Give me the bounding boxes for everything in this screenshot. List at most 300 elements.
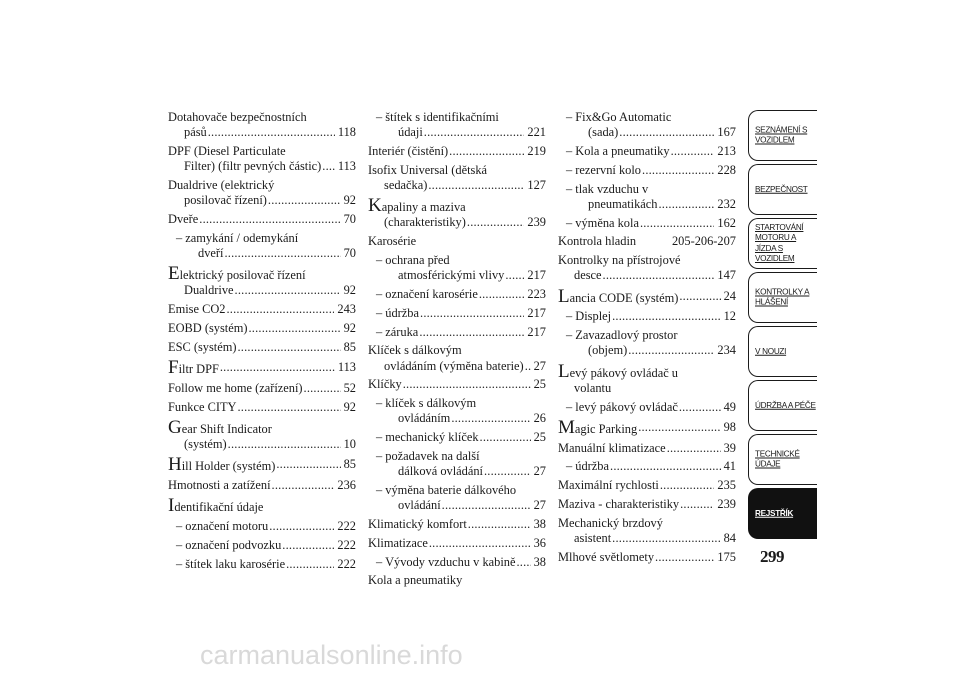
index-entry-term: – označení karosérie [376, 287, 478, 301]
index-entry [368, 163, 546, 193]
index-entry-line [168, 538, 356, 553]
index-entry-line [558, 163, 736, 178]
leader-dots [654, 550, 714, 565]
index-entry-term: Klíčky [368, 377, 402, 392]
index-entry-line [168, 193, 356, 208]
index-entry-term: – Fix&Go Automatic [566, 110, 672, 124]
index-entry-line [368, 253, 546, 268]
leader-dots [658, 197, 715, 212]
index-entry-term: – výměna baterie dálkového [376, 482, 517, 497]
page-ref: 219 [527, 144, 546, 158]
index-entry-term: ovládáním (výměna baterie) [384, 358, 524, 373]
page-ref: 127 [527, 178, 546, 192]
index-entry [558, 441, 736, 456]
index-entry [168, 302, 356, 317]
page-ref: 24 [723, 288, 736, 303]
index-entry [368, 110, 546, 140]
index-entry-text: apaliny a maziva [381, 200, 466, 215]
index-entry-line [558, 216, 736, 231]
index-entry-line [558, 234, 736, 249]
index-entry-term [168, 360, 219, 377]
leader-dots [419, 306, 524, 321]
index-entry-text: dentifikační údaje [174, 500, 264, 515]
leader-dots [268, 519, 334, 534]
index-entry [368, 253, 546, 283]
index-entry-line [558, 516, 736, 531]
index-entry-line [368, 359, 546, 374]
index-entry-line [368, 517, 546, 532]
index-letter: L [558, 363, 570, 381]
index-entry-line [368, 430, 546, 445]
chapter-tab[interactable] [748, 380, 817, 431]
page-ref: 27 [533, 498, 546, 513]
index-entry [168, 478, 356, 493]
leader-dots [467, 517, 531, 532]
page-ref: 52 [343, 380, 356, 395]
page-ref: 222 [337, 519, 356, 533]
leader-dots [483, 464, 531, 479]
page-ref: 222 [337, 537, 356, 552]
leader-dots [627, 343, 714, 358]
index-entry-line [368, 464, 546, 479]
index-entry-line [168, 178, 356, 193]
index-entry-term: – údržba [376, 305, 420, 320]
index-entry-term: – mechanický klíček [376, 430, 479, 445]
chapter-tab-label: TECHNICKÉ ÚDAJE [755, 449, 800, 469]
index-entry-term: – štítek s identifikačními [376, 110, 499, 124]
leader-dots [427, 178, 524, 193]
index-entry-line [368, 343, 546, 358]
leader-dots [225, 302, 334, 317]
chapter-tab[interactable] [748, 272, 817, 323]
leader-dots [281, 538, 334, 553]
index-entry-term: (charakteristiky) [384, 215, 466, 230]
index-entry-line [368, 536, 546, 551]
index-entry-term [168, 420, 272, 437]
leader-dots [303, 381, 341, 396]
page-ref: 243 [337, 302, 356, 317]
page-ref: 236 [337, 478, 356, 492]
index-entry-line [168, 283, 356, 298]
index-entry-term: Isofix Universal (dětská [368, 162, 488, 177]
index-entry-term: Mlhové světlomety [558, 549, 655, 564]
leader-dots [248, 321, 341, 336]
index-entry [168, 381, 356, 396]
page-ref: 26 [533, 411, 546, 426]
index-entry-line [368, 125, 546, 140]
index-entry-term: Maziva - charakteristiky [558, 496, 680, 511]
page-ref: 70 [343, 246, 356, 260]
index-entry-line [368, 234, 546, 249]
leader-dots [659, 478, 715, 493]
leader-dots [678, 289, 720, 306]
chapter-tab[interactable] [748, 326, 817, 377]
index-entry-term: – zamykání / odemykání [176, 230, 299, 245]
index-entry-text: iltr DPF [178, 362, 219, 376]
index-letter: M [558, 419, 575, 437]
index-entry-line [168, 125, 356, 140]
index-entry-term [368, 198, 466, 215]
page-ref: 12 [723, 309, 736, 324]
index-entry [368, 555, 546, 570]
index-entry-term: Hmotnosti a zatížení [168, 478, 271, 492]
chapter-tab[interactable] [748, 164, 817, 215]
index-entry-term [558, 364, 678, 381]
leader-dots [466, 215, 525, 230]
index-entry [558, 328, 736, 358]
index-entry-line [368, 306, 546, 321]
index-entry-line [368, 396, 546, 411]
leader-dots [198, 212, 340, 227]
index-entry-term: atmosférickými vlivy [398, 268, 505, 283]
index-entry-term [168, 266, 306, 283]
index-entry-line [558, 343, 736, 358]
leader-dots [207, 125, 335, 140]
index-entry-term: Klíček s dálkovým [368, 343, 462, 358]
index-entry-line [558, 182, 736, 197]
index-entry-term: Interiér (čistění) [368, 144, 449, 158]
index-entry-term: Karosérie [368, 234, 417, 249]
index-entry-term: dálková ovládání [398, 464, 483, 479]
page-ref: 113 [337, 360, 356, 374]
page-ref: 234 [717, 343, 736, 358]
index-entry [168, 178, 356, 208]
index-entry-line [368, 163, 546, 178]
index-entry-line [168, 110, 356, 125]
index-entry [168, 266, 356, 298]
page-ref: 38 [533, 554, 546, 569]
index-entry-term: – tlak vzduchu v [566, 181, 649, 196]
leader-dots [418, 325, 524, 340]
leader-dots [237, 340, 341, 355]
index-entry-line [558, 144, 736, 159]
index-column-3 [558, 110, 736, 569]
index-entry-term: dveří [198, 246, 224, 260]
index-entry-line [368, 498, 546, 513]
chapter-tab-label: SEZNÁMENÍ S VOZIDLEM [755, 125, 808, 145]
index-entry-text: ear Shift Indicator [181, 421, 272, 436]
leader-dots [639, 216, 714, 231]
index-entry-term: – Vývody vzduchu v kabině [376, 554, 516, 569]
index-entry-line [168, 478, 356, 493]
leader-dots [219, 360, 335, 377]
index-entry-term: – Displej [566, 309, 612, 324]
page-ref: 85 [343, 339, 356, 354]
page-ref: 39 [723, 440, 736, 455]
index-entry-line [558, 441, 736, 456]
index-entry [368, 483, 546, 513]
index-entry [168, 498, 356, 515]
index-entry-term: Funkce CITY [168, 399, 237, 414]
index-letter: K [368, 198, 382, 216]
index-entry [168, 231, 356, 261]
index-entry [168, 321, 356, 336]
index-entry-term: – označení motoru [176, 519, 269, 533]
page-ref: 113 [337, 159, 356, 174]
index-entry-line [368, 573, 546, 588]
index-entry-term [168, 498, 263, 515]
index-entry [168, 360, 356, 377]
index-letter: H [168, 457, 182, 475]
index-entry-line [368, 377, 546, 392]
index-entry-term: – označení podvozku [176, 537, 282, 552]
chapter-tab-label: REJSTŘÍK [755, 508, 794, 518]
index-entry-line [168, 266, 356, 283]
index-entry-term: Emise CO2 [168, 302, 226, 317]
page-ref: 92 [343, 321, 356, 335]
index-entry-text: evý pákový ovládač u [569, 365, 678, 380]
index-entry-term: (sada) [588, 125, 619, 140]
index-letter: L [558, 288, 570, 306]
index-entry-line [168, 231, 356, 246]
page-ref: 38 [533, 516, 546, 531]
index-entry [558, 253, 736, 283]
index-entry [168, 400, 356, 415]
index-entry-term: – rezervní kolo [566, 162, 642, 177]
index-entry-line [168, 302, 356, 317]
leader-dots [611, 309, 721, 324]
page-ref: 147 [717, 268, 736, 283]
index-entry-term: (systém) [184, 437, 227, 451]
page-ref: 228 [717, 162, 736, 177]
index-entry-line [368, 325, 546, 340]
page-ref: 118 [337, 125, 356, 140]
leader-dots [602, 268, 715, 283]
page-ref: 222 [337, 556, 356, 571]
leader-dots [479, 430, 531, 445]
index-entry [168, 144, 356, 174]
page-ref: 217 [527, 305, 546, 320]
index-entry-line [558, 328, 736, 343]
leader-dots [524, 359, 531, 374]
index-entry-term: – klíček s dálkovým [376, 396, 477, 411]
leader-dots [450, 411, 530, 426]
leader-dots [402, 377, 531, 392]
watermark: carmanualsonline.info [200, 640, 463, 670]
index-entry [168, 538, 356, 553]
index-entry [368, 306, 546, 321]
index-entry-term: – levý pákový ovládač [566, 399, 678, 414]
leader-dots [678, 400, 721, 415]
chapter-tab-label: V NOUZI [755, 346, 787, 356]
leader-dots [448, 144, 524, 159]
index-entry [368, 198, 546, 230]
index-entry-line [558, 459, 736, 474]
page-ref: 25 [533, 377, 546, 392]
index-entry-text: ill Holder (systém) [181, 459, 276, 474]
leader-dots [428, 536, 531, 551]
chapter-tab-label: BEZPEČNOST [755, 184, 808, 194]
index-entry-line [368, 144, 546, 159]
page-ref: 25 [533, 430, 546, 445]
index-entry-term: ovládáním [398, 411, 451, 426]
leader-dots [478, 287, 525, 302]
page-ref: 92 [343, 283, 356, 298]
index-entry [168, 457, 356, 474]
chapter-tab[interactable] [748, 218, 817, 269]
leader-dots [423, 125, 525, 140]
index-entry-term: volantu [574, 380, 612, 395]
index-entry-term: asistent [574, 530, 612, 545]
index-entry [558, 163, 736, 178]
index-column-2 [368, 110, 546, 592]
index-entry [368, 573, 546, 588]
page-ref: 205-206-207 [671, 234, 736, 249]
page-ref: 239 [717, 496, 736, 511]
index-entry [558, 216, 736, 231]
index-entry [368, 144, 546, 159]
page-ref: 49 [723, 399, 736, 414]
index-entry [168, 110, 356, 140]
index-entry-term: Dualdrive [184, 283, 234, 298]
index-entry-term: ovládání [398, 498, 441, 513]
page-ref: 235 [717, 478, 736, 493]
page-number: 299 [760, 547, 784, 566]
index-entry [368, 449, 546, 479]
leader-dots [227, 437, 341, 452]
page-ref: 70 [343, 212, 356, 226]
leader-dots [223, 246, 340, 261]
index-entry-line [558, 289, 736, 306]
page-ref: 92 [343, 193, 356, 208]
page-ref: 221 [527, 125, 546, 140]
index-entry-term: Klimatický komfort [368, 516, 467, 531]
index-entry [558, 182, 736, 212]
index-entry-term: – údržba [566, 459, 610, 474]
page-ref: 175 [717, 549, 736, 564]
index-entry [368, 234, 546, 249]
index-column-1 [168, 110, 356, 575]
index-entry [168, 340, 356, 355]
index-entry-term: desce [574, 268, 602, 283]
index-entry-line [368, 483, 546, 498]
chapter-tab[interactable] [748, 434, 817, 485]
index-entry-line [168, 557, 356, 572]
index-entry-line [168, 381, 356, 396]
index-entry [368, 396, 546, 426]
index-entry-line [168, 457, 356, 474]
index-entry-line [368, 215, 546, 230]
leader-dots [234, 283, 341, 298]
index-entry-line [558, 497, 736, 512]
index-entry-line [558, 550, 736, 565]
index-entry-term: – záruka [376, 324, 419, 339]
index-entry-term: Kontrola hladin [558, 234, 637, 249]
index-entry-line [558, 420, 736, 437]
leader-dots [504, 268, 524, 283]
leader-dots [236, 400, 340, 415]
leader-dots [641, 163, 714, 178]
index-entry-term [558, 420, 637, 437]
leader-dots [441, 498, 531, 513]
leader-dots [267, 193, 341, 208]
index-letter: F [168, 360, 179, 378]
index-entry-line [558, 381, 736, 396]
index-entry-line [558, 400, 736, 415]
index-entry-line [368, 411, 546, 426]
index-entry [368, 517, 546, 532]
index-entry-term [558, 289, 678, 306]
index-entry-line [558, 110, 736, 125]
index-entry-line [368, 287, 546, 302]
index-entry-term: údaji [398, 125, 423, 140]
index-entry-term: EOBD (systém) [168, 321, 248, 335]
leader-dots [637, 420, 720, 437]
index-entry-term: Kola a pneumatiky [368, 573, 463, 588]
index-entry [558, 516, 736, 546]
page-ref: 92 [343, 399, 356, 414]
index-entry-term: posilovač řízení) [184, 193, 267, 208]
index-entry-term: Dotahovače bezpečnostních [168, 110, 307, 124]
page-ref: 27 [533, 464, 546, 479]
index-entry-line [558, 268, 736, 283]
index-entry [558, 550, 736, 565]
index-entry [558, 110, 736, 140]
page-ref: 167 [717, 125, 736, 140]
index-entry-line [558, 125, 736, 140]
index-entry-term: Kontrolky na přístrojové [558, 253, 681, 268]
index-entry-line [168, 340, 356, 355]
index-entry-line [368, 555, 546, 570]
index-entry-term: Mechanický brzdový [558, 515, 663, 530]
chapter-tab[interactable] [748, 110, 817, 161]
leader-dots [275, 457, 340, 474]
index-entry-term: Filter) (filtr pevných částic) [184, 159, 322, 174]
index-entry-term: Dualdrive (elektrický [168, 178, 275, 192]
index-entry [168, 420, 356, 452]
index-entry-line [168, 519, 356, 534]
index-entry-line [368, 110, 546, 125]
index-entry-term: Follow me home (zařízení) [168, 380, 303, 395]
index-entry [558, 364, 736, 396]
page-ref: 41 [723, 459, 736, 474]
index-entry-term: – Zavazadlový prostor [566, 328, 678, 343]
index-entry [368, 325, 546, 340]
leader-dots [618, 125, 714, 140]
page-ref: 223 [527, 287, 546, 301]
index-entry-term: – výměna kola [566, 215, 639, 230]
chapter-tabs [748, 110, 817, 542]
chapter-tab[interactable] [748, 488, 817, 539]
index-entry [368, 377, 546, 392]
index-entry-line [558, 197, 736, 212]
index-entry-term: (objem) [588, 343, 628, 358]
index-entry-line [558, 253, 736, 268]
index-entry-term: pásů [184, 125, 207, 140]
index-entry-line [368, 198, 546, 215]
index-entry [368, 287, 546, 302]
index-entry-line [168, 144, 356, 159]
index-entry [558, 234, 736, 249]
index-entry [168, 212, 356, 227]
page-ref: 217 [527, 268, 546, 283]
leader-dots [679, 497, 714, 512]
page-ref: 10 [343, 437, 356, 451]
index-entry-line [368, 178, 546, 193]
page-ref: 36 [533, 535, 546, 550]
page-ref: 84 [723, 530, 736, 545]
index-entry [558, 497, 736, 512]
index-entry-line [558, 364, 736, 381]
chapter-tab-label: STARTOVÁNÍ MOTORU A JÍZDA S VOZIDLEM [755, 222, 804, 263]
index-entry-term: sedačka) [384, 178, 428, 192]
index-entry [168, 557, 356, 572]
index-entry-line [368, 449, 546, 464]
index-letter: I [168, 498, 175, 516]
index-letter: E [168, 266, 180, 284]
index-entry-term [168, 457, 275, 474]
index-entry-line [558, 309, 736, 324]
